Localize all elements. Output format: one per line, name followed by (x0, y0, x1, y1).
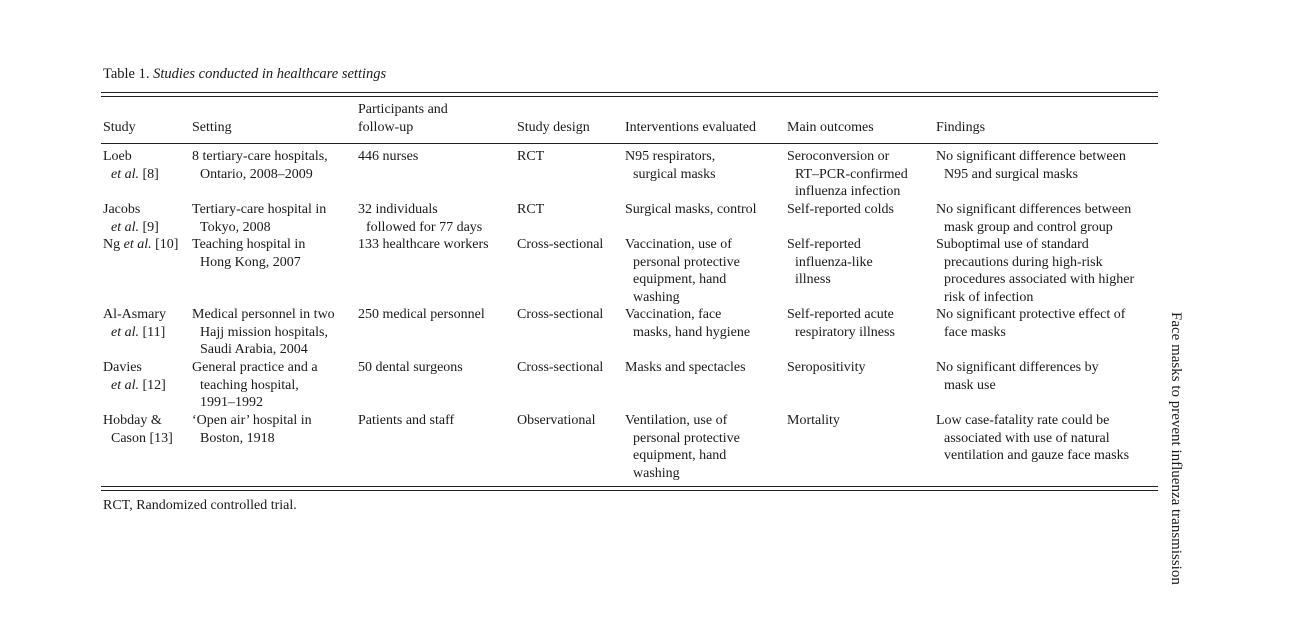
design-cell: Cross-sectional (517, 237, 604, 252)
participants-cell: 32 individuals followed for 77 days (358, 202, 483, 235)
findings-cell: Low case-fatality rate could be associated with use of natural ventilation and gauze face masks (936, 413, 1130, 463)
header-findings: Findings (936, 120, 986, 135)
setting-cell: ‘Open air’ hospital in Boston, 1918 (192, 413, 312, 446)
participants-cell: Patients and staff (358, 413, 455, 428)
study-cell: Jacobs et al. [9] (103, 202, 159, 235)
findings-cell: No significant protective effect of face masks (936, 307, 1126, 340)
header-interventions: Interventions evaluated (625, 120, 757, 135)
header-setting: Setting (192, 120, 232, 135)
interventions-cell: Masks and spectacles (625, 360, 746, 375)
setting-cell: Teaching hospital in Hong Kong, 2007 (192, 237, 306, 270)
study-cell: Loeb et al. [8] (103, 149, 159, 182)
header-design: Study design (517, 120, 590, 135)
outcomes-cell: Seroconversion or RT–PCR-confirmed influenza infection (787, 149, 908, 199)
participants-cell: 50 dental surgeons (358, 360, 463, 375)
study-cell: Davies et al. [12] (103, 360, 166, 393)
table-footnote: RCT, Randomized controlled trial. (103, 498, 297, 513)
findings-cell: Suboptimal use of standard precautions during high-risk procedures associated with higher risk of infection (936, 237, 1135, 305)
table-title: Studies conducted in healthcare settings (153, 66, 387, 82)
participants-cell: 250 medical personnel (358, 307, 485, 322)
table-caption (103, 66, 386, 83)
study-cell: Al-Asmary et al. [11] (103, 307, 166, 340)
design-cell: RCT (517, 149, 545, 164)
interventions-cell: Surgical masks, control (625, 202, 757, 217)
interventions-cell: Vaccination, face masks, hand hygiene (625, 307, 751, 340)
header-rule (101, 143, 1158, 144)
findings-cell: No significant difference between N95 and surgical masks (936, 149, 1126, 182)
top-rule-2 (101, 96, 1158, 97)
study-cell: Hobday & Cason [13] (103, 413, 173, 446)
running-head: Face masks to prevent influenza transmission (1168, 312, 1184, 585)
outcomes-cell: Self-reported colds (787, 202, 894, 217)
participants-cell: 446 nurses (358, 149, 419, 164)
findings-cell: No significant differences by mask use (936, 360, 1099, 393)
interventions-cell: Vaccination, use of personal protective equipment, hand washing (625, 237, 740, 305)
outcomes-cell: Self-reported acute respiratory illness (787, 307, 895, 340)
findings-cell: No significant differences between mask group and control group (936, 202, 1132, 235)
bottom-rule-2 (101, 490, 1158, 491)
top-rule-1 (101, 92, 1158, 93)
outcomes-cell: Self-reported influenza-like illness (787, 237, 873, 287)
design-cell: Cross-sectional (517, 360, 604, 375)
header-study: Study (103, 120, 136, 135)
study-cell: Ng et al. [10] (103, 237, 179, 252)
table-label: Table 1. (103, 66, 150, 82)
participants-cell: 133 healthcare workers (358, 237, 489, 252)
interventions-cell: Ventilation, use of personal protective equipment, hand washing (625, 413, 740, 481)
setting-cell: Tertiary-care hospital in Tokyo, 2008 (192, 202, 327, 235)
setting-cell: 8 tertiary-care hospitals, Ontario, 2008–2009 (192, 149, 328, 182)
setting-cell: Medical personnel in two Hajj mission hospitals, Saudi Arabia, 2004 (192, 307, 335, 357)
outcomes-cell: Mortality (787, 413, 840, 428)
interventions-cell: N95 respirators, surgical masks (625, 149, 716, 182)
design-cell: Observational (517, 413, 596, 428)
header-outcomes: Main outcomes (787, 120, 874, 135)
design-cell: Cross-sectional (517, 307, 604, 322)
bottom-rule-1 (101, 486, 1158, 487)
design-cell: RCT (517, 202, 545, 217)
outcomes-cell: Seropositivity (787, 360, 866, 375)
setting-cell: General practice and a teaching hospital, 1991–1992 (192, 360, 318, 410)
header-participants: Participants and follow-up (358, 102, 448, 135)
